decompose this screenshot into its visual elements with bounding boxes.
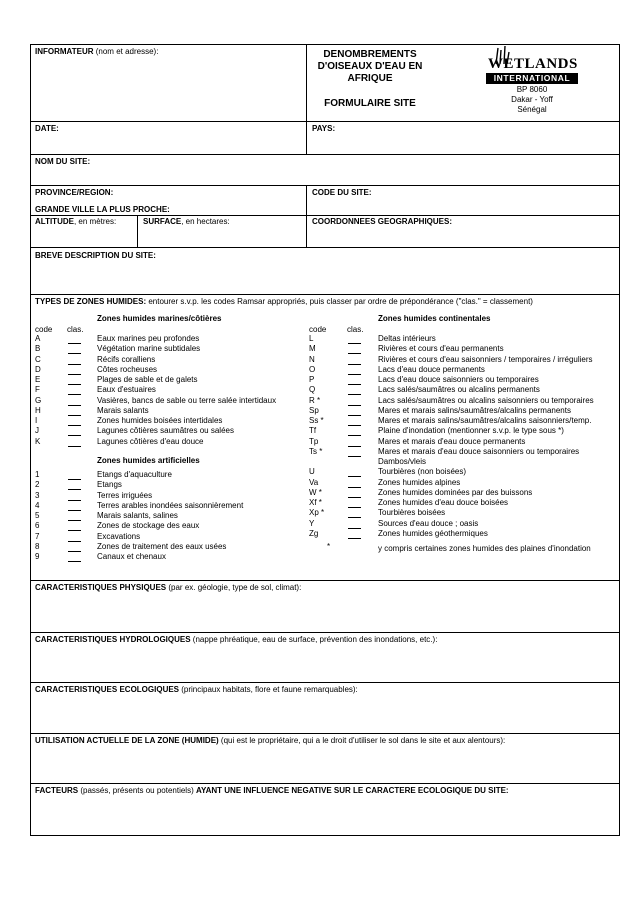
zone-label: Lacs d'eau douce permanents — [378, 364, 485, 374]
zone-row[interactable] — [309, 478, 619, 488]
zone-code: 4 — [35, 500, 40, 510]
physiques-field[interactable]: CARACTERISTIQUES PHYSIQUES (par ex. géologie, type de sol, climat): — [35, 583, 302, 592]
zone-label: Zones humides boisées intertidales — [97, 416, 223, 425]
zone-code: Zg — [309, 528, 319, 538]
marine-title: Zones humides marines/côtières — [97, 314, 222, 323]
zone-row[interactable] — [35, 521, 305, 531]
zone-label: Plages de sable et de galets — [97, 375, 198, 384]
zone-label: Excavations — [97, 531, 141, 541]
zone-label: Mares et marais salins/saumâtres/alcalins permanents — [378, 405, 571, 415]
zone-code: 8 — [35, 541, 40, 551]
zone-row[interactable] — [35, 501, 305, 511]
zone-row[interactable] — [309, 426, 619, 436]
zone-code: Xp * — [309, 508, 325, 518]
zone-row[interactable] — [35, 355, 305, 365]
form-title: DENOMBREMENTS D'OISEAUX D'EAU EN AFRIQUE — [317, 49, 423, 84]
description-field[interactable]: BREVE DESCRIPTION DU SITE: — [35, 251, 156, 260]
zone-label: Côtes rocheuses — [97, 364, 158, 374]
zone-label: Zones humides d'eau douce boisées — [378, 498, 509, 507]
continental-title: Zones humides continentales — [378, 314, 491, 323]
utilisation-row — [30, 734, 620, 784]
form-subtitle: FORMULAIRE SITE — [324, 98, 416, 109]
zone-row[interactable] — [309, 355, 619, 365]
zone-label: Zones humides alpines — [378, 477, 461, 487]
col-clas-left: clas. — [67, 325, 84, 334]
zone-row[interactable] — [309, 508, 619, 518]
zone-code: F — [35, 385, 40, 395]
zone-label: Plaine d'inondation (mentionner s.v.p. le type sous *) — [378, 426, 564, 436]
zone-row[interactable] — [309, 457, 619, 467]
zone-label: Marais salants, salines — [97, 511, 178, 520]
zone-row[interactable] — [35, 426, 305, 436]
zone-row[interactable] — [309, 334, 619, 344]
zone-code: 1 — [35, 470, 40, 479]
physiques-row — [30, 581, 620, 633]
zone-row[interactable] — [309, 498, 619, 508]
rank-blank[interactable] — [68, 561, 81, 562]
zone-code: U — [309, 467, 315, 477]
zone-label: Marais salants — [97, 405, 149, 415]
zone-row[interactable] — [309, 344, 619, 354]
zone-row[interactable] — [309, 406, 619, 416]
zone-label: Mares et marais d'eau douce saisonniers ou temporaires — [378, 446, 580, 456]
zone-row[interactable] — [35, 552, 305, 562]
zone-code: Sp — [309, 405, 319, 415]
zone-label: Etangs — [97, 480, 122, 490]
zone-label: Lacs d'eau douce saisonniers ou temporaires — [378, 375, 539, 384]
zone-label: Terres arables inondées saisonnièrement — [97, 500, 244, 510]
zone-row[interactable] — [309, 437, 619, 447]
zone-code: Tf — [309, 426, 317, 436]
zone-label: Etangs d'aquaculture — [97, 470, 172, 479]
zone-row[interactable] — [309, 396, 619, 406]
zone-row[interactable] — [35, 365, 305, 375]
zone-code: E — [35, 375, 41, 384]
zone-code: 7 — [35, 531, 40, 541]
zone-label: Lacs salés/saumâtres ou alcalins permanents — [378, 385, 540, 395]
zone-code: O — [309, 364, 316, 374]
zone-label: Vasières, bancs de sable ou terre salée intertidaux — [97, 395, 277, 405]
zone-code: P — [309, 375, 315, 384]
rank-blank[interactable] — [68, 446, 81, 447]
zone-row[interactable] — [309, 375, 619, 385]
zone-row[interactable] — [309, 519, 619, 529]
zone-code: J — [35, 426, 39, 436]
artificial-list — [35, 470, 305, 562]
zone-label: Végétation marine subtidales — [97, 344, 201, 354]
coordonnees-field[interactable]: COORDONNEES GEOGRAPHIQUES: — [312, 217, 453, 226]
zone-label: Lagunes côtières d'eau douce — [97, 436, 204, 446]
wetlands-logo — [486, 48, 578, 115]
zone-row[interactable] — [309, 488, 619, 498]
zone-code: K — [35, 436, 41, 446]
zone-code: B — [35, 344, 41, 354]
zone-row[interactable] — [35, 385, 305, 395]
code-site-field[interactable]: CODE DU SITE: — [312, 188, 372, 197]
zone-code: Q — [309, 385, 316, 395]
footnote-mark: * — [327, 542, 331, 551]
zone-row[interactable] — [35, 511, 305, 521]
province-field[interactable]: PROVINCE/REGION: — [35, 188, 114, 197]
zone-row[interactable] — [35, 437, 305, 447]
zone-row[interactable] — [309, 529, 619, 539]
zone-label: Lagunes côtières saumâtres ou salées — [97, 426, 234, 436]
zone-code: Ss * — [309, 416, 324, 425]
zone-code: Xf * — [309, 498, 322, 507]
zone-code: D — [35, 364, 41, 374]
col-clas-right: clas. — [347, 325, 364, 334]
zone-row[interactable] — [35, 491, 305, 501]
zone-code: M — [309, 344, 316, 354]
zone-label: Dambos/vleis — [378, 457, 427, 466]
zone-code: Tp — [309, 436, 319, 446]
zone-code: 2 — [35, 480, 40, 490]
zone-label: Eaux marines peu profondes — [97, 334, 200, 343]
zone-label: Deltas intérieurs — [378, 334, 436, 343]
nom-site-field[interactable]: NOM DU SITE: — [35, 157, 91, 166]
zone-label: Récifs coralliens — [97, 354, 156, 364]
zone-row[interactable] — [309, 365, 619, 375]
facteurs-field[interactable]: FACTEURS (passés, présents ou potentiels) AYANT UNE INFLUENCE NEGATIVE SUR LE CARACTERE ECOLOGIQUE DU SITE: — [35, 786, 509, 795]
zone-label: Zones de traitement des eaux usées — [97, 541, 227, 551]
description-row — [30, 248, 620, 295]
zone-code: Ts * — [309, 446, 323, 456]
zone-code: G — [35, 395, 42, 405]
zone-label: Terres irriguées — [97, 490, 153, 500]
marine-list — [35, 334, 305, 447]
facteurs-row — [30, 784, 620, 836]
zone-code: I — [35, 416, 38, 425]
zone-label: Zones de stockage des eaux — [97, 521, 200, 531]
zone-row[interactable] — [35, 334, 305, 344]
zone-code: 9 — [35, 552, 40, 561]
zone-row[interactable] — [35, 416, 305, 426]
zone-row[interactable] — [35, 532, 305, 542]
zone-code: Va — [309, 477, 319, 487]
zone-code: R * — [309, 395, 321, 405]
zone-label: Lacs salés/saumâtres ou alcalins saisonniers ou temporaires — [378, 395, 594, 405]
logo-word: WETLANDS — [488, 56, 578, 72]
pays-field[interactable]: PAYS: — [312, 124, 336, 133]
zone-code: Y — [309, 518, 315, 528]
zone-label: Mares et marais salins/saumâtres/alcalins saisonniers/temp. — [378, 416, 592, 425]
zone-label: Canaux et chenaux — [97, 552, 166, 561]
zone-row[interactable] — [309, 467, 619, 477]
zone-label: Rivières et cours d'eau saisonniers / temporaires / irréguliers — [378, 354, 593, 364]
eco-row — [30, 683, 620, 734]
zone-label: Eaux d'estuaires — [97, 385, 156, 395]
zone-row[interactable] — [35, 396, 305, 406]
reed-icon — [492, 46, 512, 64]
zone-label: Mares et marais d'eau douce permanents — [378, 436, 526, 446]
zone-label: Sources d'eau douce ; oasis — [378, 518, 479, 528]
zone-code: N — [309, 354, 315, 364]
zone-row[interactable] — [35, 375, 305, 385]
altitude-row — [30, 216, 620, 248]
zone-code: H — [35, 405, 41, 415]
zone-code: 6 — [35, 521, 40, 531]
zone-code: 3 — [35, 490, 40, 500]
zone-row[interactable] — [35, 406, 305, 416]
zone-code: 5 — [35, 511, 40, 520]
zone-label: Zones humides géothermiques — [378, 528, 488, 538]
zone-row[interactable] — [35, 480, 305, 490]
col-code-right: code — [309, 325, 327, 334]
logo-address: BP 8060 Dakar - Yoff Sénégal — [511, 85, 553, 114]
zone-row[interactable] — [309, 416, 619, 426]
site-form — [30, 44, 620, 836]
zone-row[interactable] — [309, 385, 619, 395]
hydro-field[interactable]: CARACTERISTIQUES HYDROLOGIQUES (nappe phréatique, eau de surface, prévention des inondations, etc.): — [35, 635, 438, 644]
nom-site-row — [30, 155, 620, 186]
province-row — [30, 186, 620, 216]
zone-code: A — [35, 334, 41, 343]
altitude-field[interactable]: ALTITUDE, en mètres: — [35, 217, 117, 226]
artificial-title: Zones humides artificielles — [97, 456, 200, 465]
zone-code: L — [309, 334, 314, 343]
col-code-left: code — [35, 325, 53, 334]
date-field[interactable]: DATE: — [35, 124, 59, 133]
grande-ville-field[interactable]: GRANDE VILLE LA PLUS PROCHE: — [35, 205, 170, 214]
zones-heading: TYPES DE ZONES HUMIDES: entourer s.v.p. les codes Ramsar appropriés, puis classer par ordre de prépondérance ("clas." = classement) — [35, 297, 533, 306]
logo-bar: INTERNATIONAL — [486, 73, 578, 84]
date-row — [30, 122, 620, 155]
rank-blank[interactable] — [348, 538, 361, 539]
continental-list — [309, 334, 619, 539]
footnote-text: y compris certaines zones humides des plaines d'inondation — [378, 544, 591, 553]
utilisation-field[interactable]: UTILISATION ACTUELLE DE LA ZONE (HUMIDE) (qui est le propriétaire, qui a le droit d'utiliser le sol dans le site et aux alentours): — [35, 736, 506, 745]
zone-label: Tourbières boisées — [378, 508, 446, 518]
zone-label: Zones humides dominées par des buissons — [378, 487, 533, 497]
zone-code: C — [35, 354, 41, 364]
zone-code: W * — [309, 487, 322, 497]
zones-row — [30, 295, 620, 581]
zone-row[interactable] — [35, 470, 305, 480]
eco-field[interactable]: CARACTERISTIQUES ECOLOGIQUES (principaux habitats, flore et faune remarquables): — [35, 685, 358, 694]
zone-label: Rivières et cours d'eau permanents — [378, 344, 504, 354]
surface-field[interactable]: SURFACE, en hectares: — [143, 217, 230, 226]
zone-row[interactable] — [35, 542, 305, 552]
hydro-row — [30, 633, 620, 683]
zone-row[interactable] — [309, 447, 619, 457]
zone-label: Tourbières (non boisées) — [378, 467, 467, 477]
zone-row[interactable] — [35, 344, 305, 354]
informateur-field[interactable]: INFORMATEUR (nom et adresse): — [35, 47, 159, 56]
